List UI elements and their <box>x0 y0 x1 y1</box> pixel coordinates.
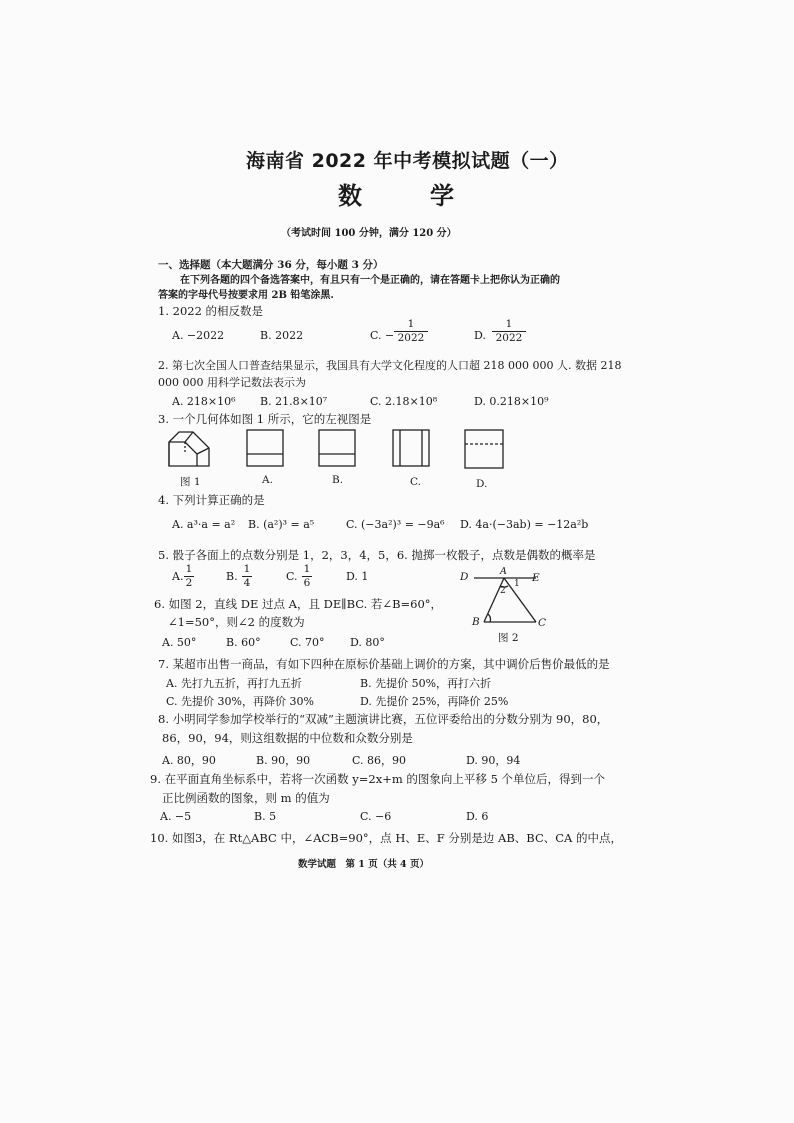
figure-caption: 图 2 <box>498 632 519 644</box>
exam-title: 海南省 2022 年中考模拟试题（一） <box>246 150 569 172</box>
question-stem: 3. 一个几何体如图 1 所示，它的左视图是 <box>158 412 372 426</box>
fraction-numerator: 1 <box>407 318 415 330</box>
option: D. 6 <box>466 810 489 823</box>
fraction-denominator: 2022 <box>495 332 523 344</box>
option: B. 21.8×10⁷ <box>260 395 328 408</box>
question-stem: ∠1=50°，则∠2 的度数为 <box>168 615 305 629</box>
option: C. 70° <box>290 636 325 649</box>
option: D. 先提价 25%，再降价 25% <box>360 695 509 708</box>
angle-label-1: 1 <box>514 579 520 589</box>
point-label-a: A <box>500 566 507 577</box>
option: D. 80° <box>350 636 385 649</box>
page-footer: 数学试题 第 1 页（共 4 页） <box>298 859 429 870</box>
view-option-a <box>246 428 286 470</box>
fraction-denominator: 4 <box>243 577 251 589</box>
question-stem: 2. 第七次全国人口普查结果显示，我国具有大学文化程度的人口超 218 000 000 人. 数据 218 <box>158 359 622 372</box>
option: B. 60° <box>226 636 261 649</box>
exam-info: （考试时间 100 分钟，满分 120 分） <box>281 228 457 239</box>
option: C. 先提价 30%，再降价 30% <box>166 695 314 708</box>
fraction-denominator: 2 <box>185 577 193 589</box>
solid-figure-1 <box>165 428 215 470</box>
question-stem: 5. 骰子各面上的点数分别是 1，2，3，4，5，6. 抛掷一枚骰子，点数是偶数的概率是 <box>158 548 596 562</box>
option: B. 5 <box>254 810 277 823</box>
point-label-e: E <box>532 572 540 584</box>
question-stem: 9. 在平面直角坐标系中，若将一次函数 y=2x+m 的图象向上平移 5 个单位后，得到一个 <box>150 772 606 786</box>
section-heading: 一、选择题（本大题满分 36 分，每小题 3 分） <box>158 259 384 271</box>
fraction <box>184 563 194 590</box>
subject-heading: 数 学 <box>338 182 476 210</box>
question-stem: 7. 某超市出售一商品，有如下四种在原标价基础上调价的方案，其中调价后售价最低的是 <box>158 657 610 671</box>
point-label-c: C <box>538 617 547 629</box>
question-stem: 4. 下列计算正确的是 <box>158 493 265 507</box>
option: B. 90，90 <box>256 754 311 767</box>
fraction-numerator: 1 <box>243 563 251 575</box>
fraction-denominator: 2022 <box>397 332 425 344</box>
view-option-c <box>392 428 432 470</box>
view-option-d <box>464 428 508 472</box>
view-option-b <box>318 428 358 470</box>
option: D. <box>474 329 486 342</box>
option: C. <box>286 570 298 583</box>
option: A. 先打九五折，再打九五折 <box>166 677 302 690</box>
option: C. (−3a²)³ = −9a⁶ <box>346 518 445 531</box>
question-stem: 10. 如图3，在 Rt△ABC 中，∠ACB=90°，点 H、E、F 分别是边 AB、BC、CA 的中点， <box>150 831 623 845</box>
fraction-numerator: 1 <box>303 563 311 575</box>
question-stem: 正比例函数的图象，则 m 的值为 <box>162 791 330 805</box>
question-stem: 6. 如图 2，直线 DE 过点 A，且 DE∥BC. 若∠B=60°， <box>154 597 443 611</box>
option: A. 50° <box>162 636 197 649</box>
option-label: B. <box>332 474 344 486</box>
option: B. (a²)³ = a⁵ <box>248 518 315 531</box>
fraction <box>394 318 428 345</box>
option: B. 先提价 50%，再打六折 <box>360 677 492 690</box>
question-stem: 000 000 用科学记数法表示为 <box>158 376 306 389</box>
option: D. 0.218×10⁹ <box>474 395 549 408</box>
fraction-numerator: 1 <box>505 318 513 330</box>
figure-caption: 图 1 <box>180 476 201 488</box>
option: B. <box>226 570 238 583</box>
option: C. −6 <box>360 810 392 823</box>
option: D. 1 <box>346 570 369 583</box>
point-label-b: B <box>472 616 480 628</box>
fraction <box>242 563 252 590</box>
option: C. − <box>370 329 395 342</box>
angle-label-2: 2 <box>500 586 506 596</box>
fraction-denominator: 6 <box>303 577 311 589</box>
option: C. 86，90 <box>352 754 407 767</box>
option-label: A. <box>262 474 273 486</box>
fraction <box>302 563 312 590</box>
option: D. 90，94 <box>466 754 521 767</box>
option: D. 4a·(−3ab) = −12a²b <box>460 518 589 531</box>
question-stem: 86，90，94，则这组数据的中位数和众数分别是 <box>162 731 413 745</box>
option: A. a³·a = a² <box>172 518 236 531</box>
option-label: C. <box>410 476 421 488</box>
option: A. −5 <box>160 810 192 823</box>
option: A. <box>172 570 184 583</box>
question-stem: 8. 小明同学参加学校举行的“双减”主题演讲比赛，五位评委给出的分数分别为 90，80， <box>158 712 609 726</box>
option: A. 80，90 <box>162 754 216 767</box>
question-stem: 1. 2022 的相反数是 <box>158 304 264 318</box>
option-label: D. <box>476 478 488 490</box>
option: C. 2.18×10⁸ <box>370 395 438 408</box>
section-instruction: 答案的字母代号按要求用 2B 铅笔涂黑. <box>158 290 334 301</box>
section-instruction: 在下列各题的四个备选答案中，有且只有一个是正确的，请在答题卡上把你认为正确的 <box>180 275 560 286</box>
fraction <box>492 318 526 345</box>
fraction-numerator: 1 <box>185 563 193 575</box>
point-label-d: D <box>460 571 469 583</box>
option: A. −2022 <box>172 329 225 342</box>
option: B. 2022 <box>260 329 304 342</box>
option: A. 218×10⁶ <box>172 395 236 408</box>
